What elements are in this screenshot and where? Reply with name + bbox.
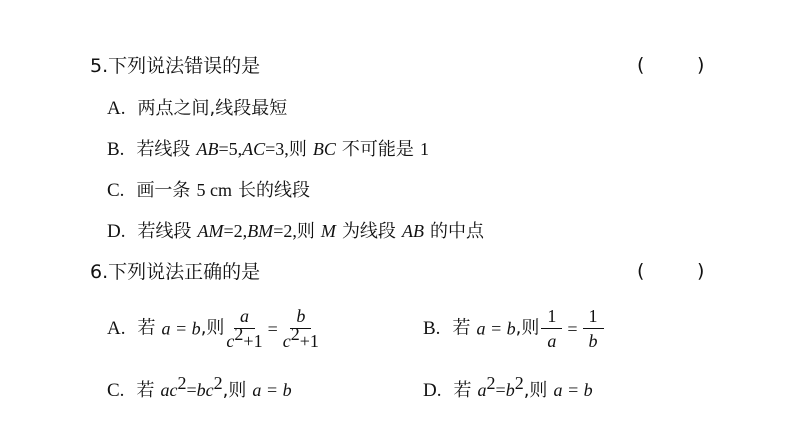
math-expr: a = b <box>476 318 516 339</box>
q6-option-b <box>423 306 606 351</box>
math-var: AM <box>197 221 224 241</box>
option-label: C. <box>107 380 125 401</box>
option-label: D. <box>423 380 442 401</box>
math-var: ac <box>160 380 178 400</box>
denominator: b <box>588 331 598 351</box>
denominator-base: c <box>282 331 291 351</box>
text: 若 <box>136 380 155 401</box>
math-num: 1 <box>419 139 429 159</box>
exponent: 2 <box>486 373 496 393</box>
math-var: bc <box>196 380 214 400</box>
equals-sign: = <box>567 318 578 339</box>
fraction <box>541 306 562 351</box>
text: 若 <box>453 380 472 401</box>
math-var: BC <box>312 139 336 159</box>
denominator-base: c <box>226 331 235 351</box>
math-expr: a = b <box>161 318 201 339</box>
q6-paren-left: ( <box>637 260 645 282</box>
equals-sign: = <box>186 380 197 400</box>
q6-stem: 6.下列说法正确的是 <box>90 261 261 283</box>
text: 若 <box>452 317 471 339</box>
math-var: M <box>320 221 336 241</box>
numerator: 1 <box>583 306 604 329</box>
text: 长的线段 <box>238 180 311 201</box>
exponent: 2 <box>213 373 223 393</box>
numerator: b <box>290 306 311 329</box>
math-num: =5, <box>218 139 243 159</box>
math-var: a <box>477 380 487 400</box>
q5-option-a <box>107 96 287 121</box>
text: 的中点 <box>430 221 485 242</box>
exponent: 2 <box>290 324 300 344</box>
numerator: 1 <box>541 306 562 329</box>
denominator-rest: +1 <box>243 331 263 351</box>
text: ,则 <box>515 317 540 339</box>
option-text: 两点之间,线段最短 <box>137 98 288 119</box>
text: 若线段 <box>136 139 191 160</box>
math-num: =2, <box>273 221 297 241</box>
option-label: A. <box>107 98 126 119</box>
math-num: =2, <box>223 221 248 241</box>
text: 不可能是 <box>341 139 414 160</box>
text: ,则 <box>222 380 247 401</box>
q5-paren-right: ) <box>697 54 705 76</box>
math-var: BM <box>247 221 274 241</box>
text: 画一条 <box>136 180 191 201</box>
q5-option-c <box>107 178 310 203</box>
text: 则 <box>288 139 307 160</box>
q6-option-d <box>423 373 593 403</box>
option-label: C. <box>107 180 125 201</box>
option-label: D. <box>107 221 126 242</box>
math-expr: a = b <box>252 380 292 400</box>
q6-option-a <box>107 306 321 351</box>
exponent: 2 <box>514 373 524 393</box>
text: 若 <box>137 317 156 339</box>
exponent: 2 <box>234 324 244 344</box>
option-label: B. <box>107 139 125 160</box>
denominator: a <box>547 331 557 351</box>
equals-sign: = <box>495 380 506 400</box>
text: ,则 <box>200 317 225 339</box>
exponent: 2 <box>177 373 187 393</box>
q5-paren-left: ( <box>637 54 645 76</box>
denominator-rest: +1 <box>299 331 319 351</box>
math-var: AC <box>242 139 266 159</box>
math-expr: a = b <box>553 380 593 400</box>
fraction <box>283 306 319 351</box>
math-num: =3, <box>265 139 289 159</box>
q6-paren-right: ) <box>697 260 705 282</box>
equals-sign: = <box>267 318 278 339</box>
q5-option-d <box>107 219 484 244</box>
q5-option-b <box>107 137 429 162</box>
math-var: AB <box>196 139 219 159</box>
text: 则 <box>296 221 315 242</box>
math-num: 5 cm <box>196 180 232 200</box>
math-var: b <box>505 380 515 400</box>
option-label: B. <box>423 317 441 339</box>
option-label: A. <box>107 317 126 339</box>
text: 为线段 <box>341 221 396 242</box>
text: ,则 <box>523 380 548 401</box>
fraction <box>583 306 604 351</box>
q6-option-c <box>107 373 292 403</box>
q5-stem: 5.下列说法错误的是 <box>90 55 261 77</box>
text: 若线段 <box>137 221 192 242</box>
numerator: a <box>234 306 255 329</box>
math-var: AB <box>401 221 424 241</box>
fraction <box>226 306 262 351</box>
